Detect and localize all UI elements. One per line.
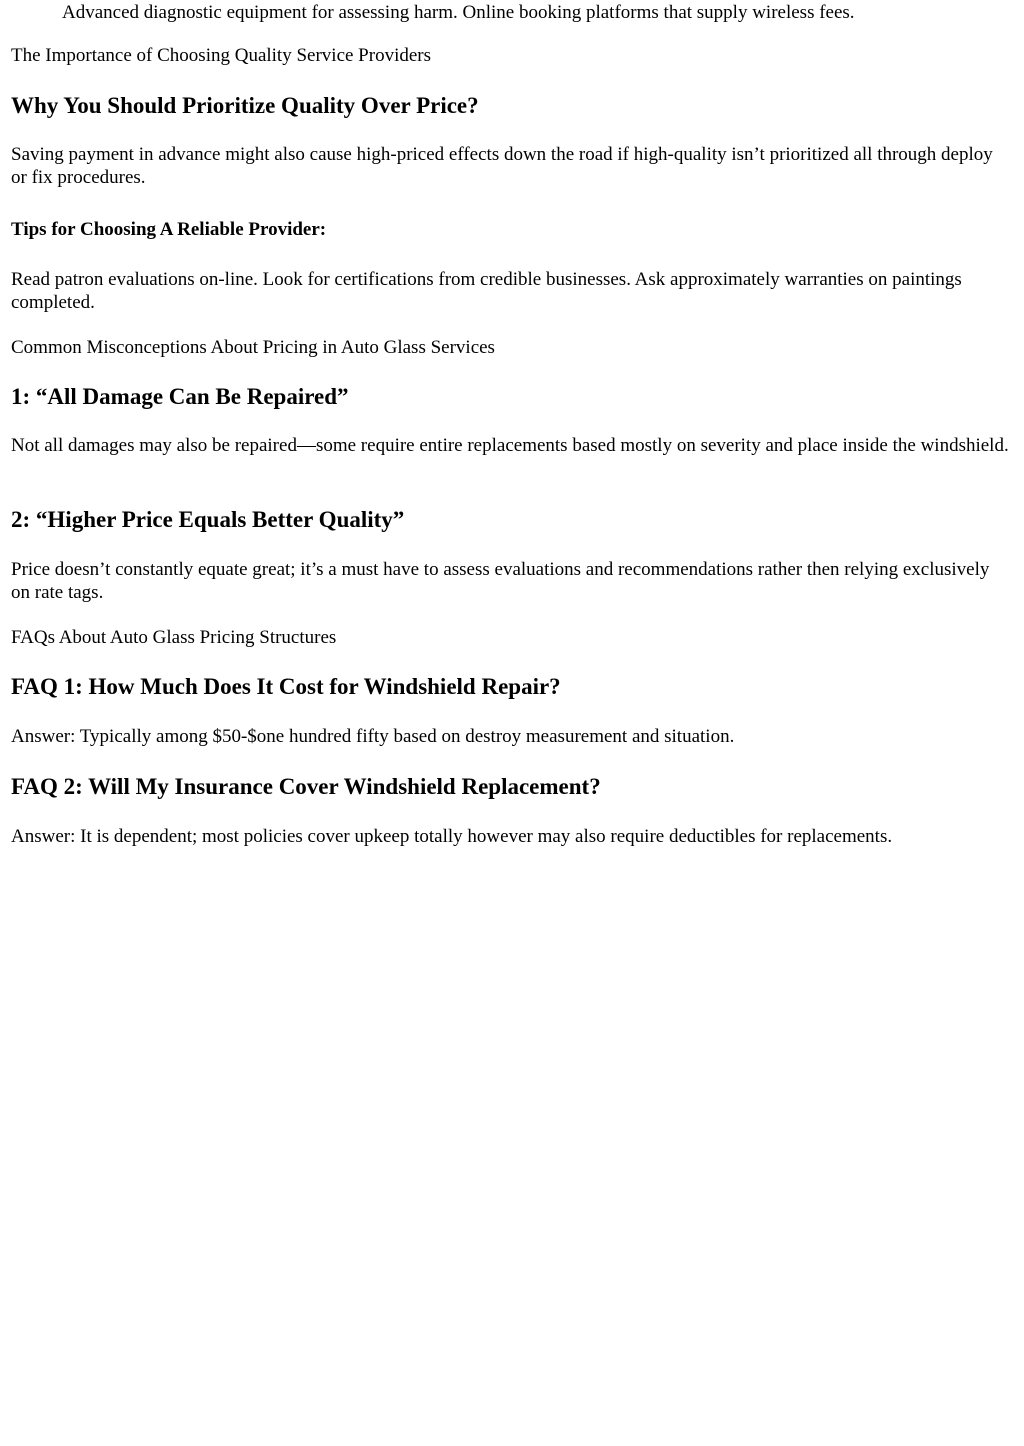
- heading-faq-1: FAQ 1: How Much Does It Cost for Windshield Repair?: [11, 674, 561, 699]
- heading-misconception-1: 1: “All Damage Can Be Repaired”: [11, 384, 349, 409]
- section-label-quality: The Importance of Choosing Quality Service Providers: [11, 45, 432, 66]
- paragraph-misconception-2: Price doesn’t constantly equate great; it’s a must have to assess evaluations and recommendations rather then relying exclusively on rate tags.: [11, 559, 990, 603]
- heading-tips: Tips for Choosing A Reliable Provider:: [11, 219, 327, 240]
- paragraph-faq-1: Answer: Typically among $50-$one hundred fifty based on destroy measurement and situation.: [11, 726, 735, 747]
- paragraph-tips: Read patron evaluations on-line. Look for certifications from credible businesses. Ask approximately warranties on paintings completed.: [11, 269, 962, 313]
- paragraph-misconception-1: Not all damages may also be repaired—some require entire replacements based mostly on severity and place inside the windshield.: [11, 435, 1009, 456]
- section-label-faqs: FAQs About Auto Glass Pricing Structures: [11, 627, 337, 648]
- heading-faq-2: FAQ 2: Will My Insurance Cover Windshield Replacement?: [11, 774, 601, 799]
- intro-line: Advanced diagnostic equipment for assessing harm. Online booking platforms that supply wireless fees.: [62, 2, 855, 23]
- paragraph-faq-2: Answer: It is dependent; most policies cover upkeep totally however may also require deductibles for replacements.: [11, 826, 893, 847]
- section-label-misconceptions: Common Misconceptions About Pricing in Auto Glass Services: [11, 337, 495, 358]
- heading-quality-over-price: Why You Should Prioritize Quality Over Price?: [11, 93, 479, 118]
- paragraph-quality-over-price: Saving payment in advance might also cause high-priced effects down the road if high-quality isn’t prioritized all through deploy or fix procedures.: [11, 144, 993, 188]
- heading-misconception-2: 2: “Higher Price Equals Better Quality”: [11, 507, 405, 532]
